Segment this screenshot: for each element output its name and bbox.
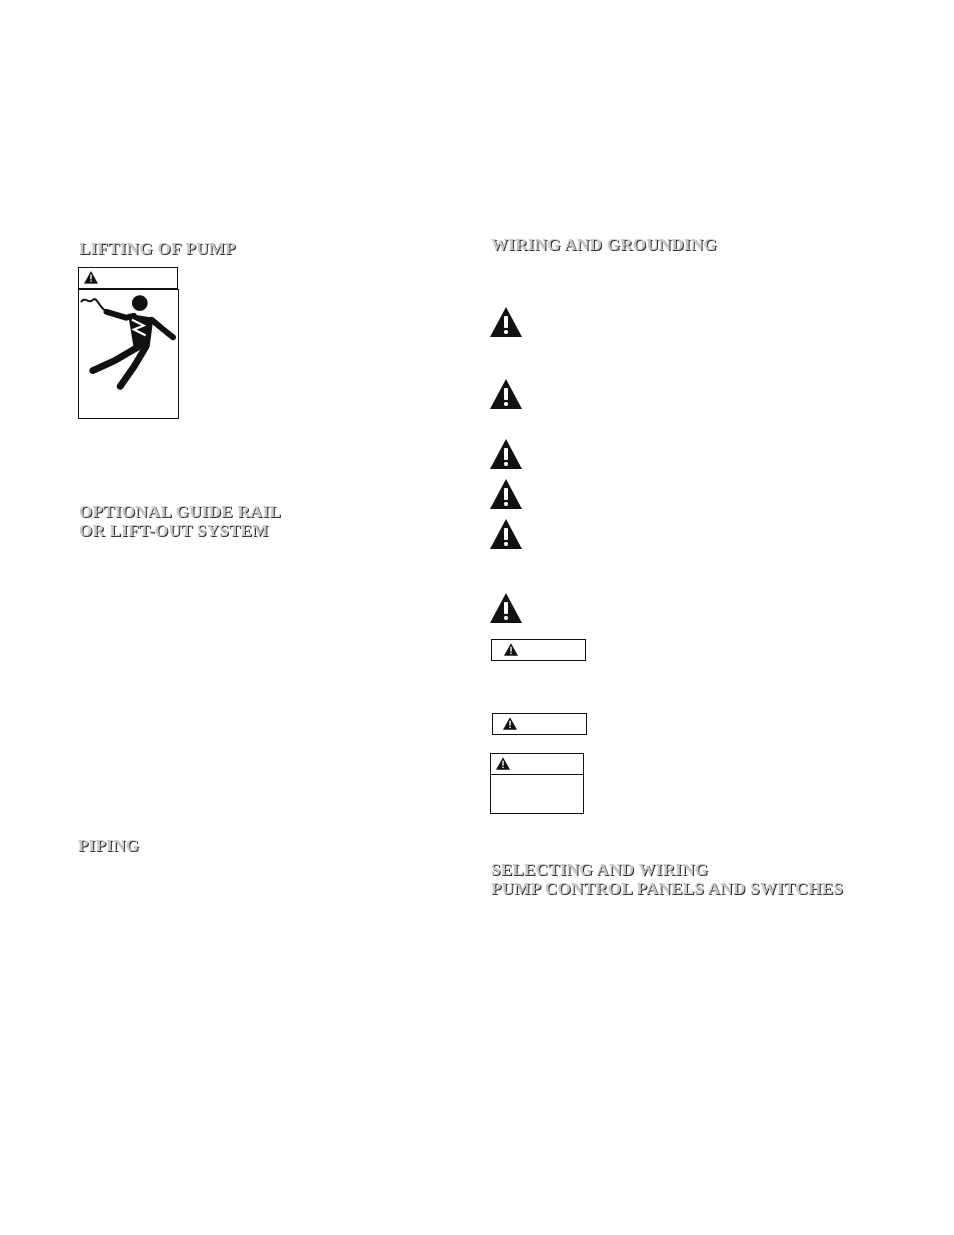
warning-triangle-icon [496, 757, 510, 770]
warning-triangle-icon [490, 307, 522, 337]
piping-heading: PIPING [78, 836, 140, 855]
warning-label-box [492, 713, 587, 735]
warning-notice-box [490, 753, 584, 814]
selecting-and-wiring-heading: SELECTING AND WIRING PUMP CONTROL PANELS AND SWITCHES [491, 860, 844, 898]
warning-triangle-icon [84, 271, 98, 284]
warning-triangle-icon [503, 717, 517, 730]
warning-label-strip [78, 267, 178, 289]
warning-label-box [491, 639, 586, 661]
optional-guide-rail-heading: OPTIONAL GUIDE RAIL OR LIFT-OUT SYSTEM [79, 502, 282, 540]
warning-triangle-icon [490, 379, 522, 409]
electric-shock-hazard-icon [78, 289, 179, 419]
notice-divider [491, 774, 583, 775]
wiring-and-grounding-heading: WIRING AND GROUNDING [491, 235, 718, 254]
warning-triangle-icon [490, 439, 522, 469]
warning-triangle-icon [490, 479, 522, 509]
warning-triangle-icon [490, 519, 522, 549]
warning-triangle-icon [504, 643, 518, 656]
lifting-of-pump-heading: LIFTING OF PUMP [79, 239, 236, 258]
shock-hazard-warning-panel [78, 267, 179, 419]
warning-triangle-icon [490, 593, 522, 623]
